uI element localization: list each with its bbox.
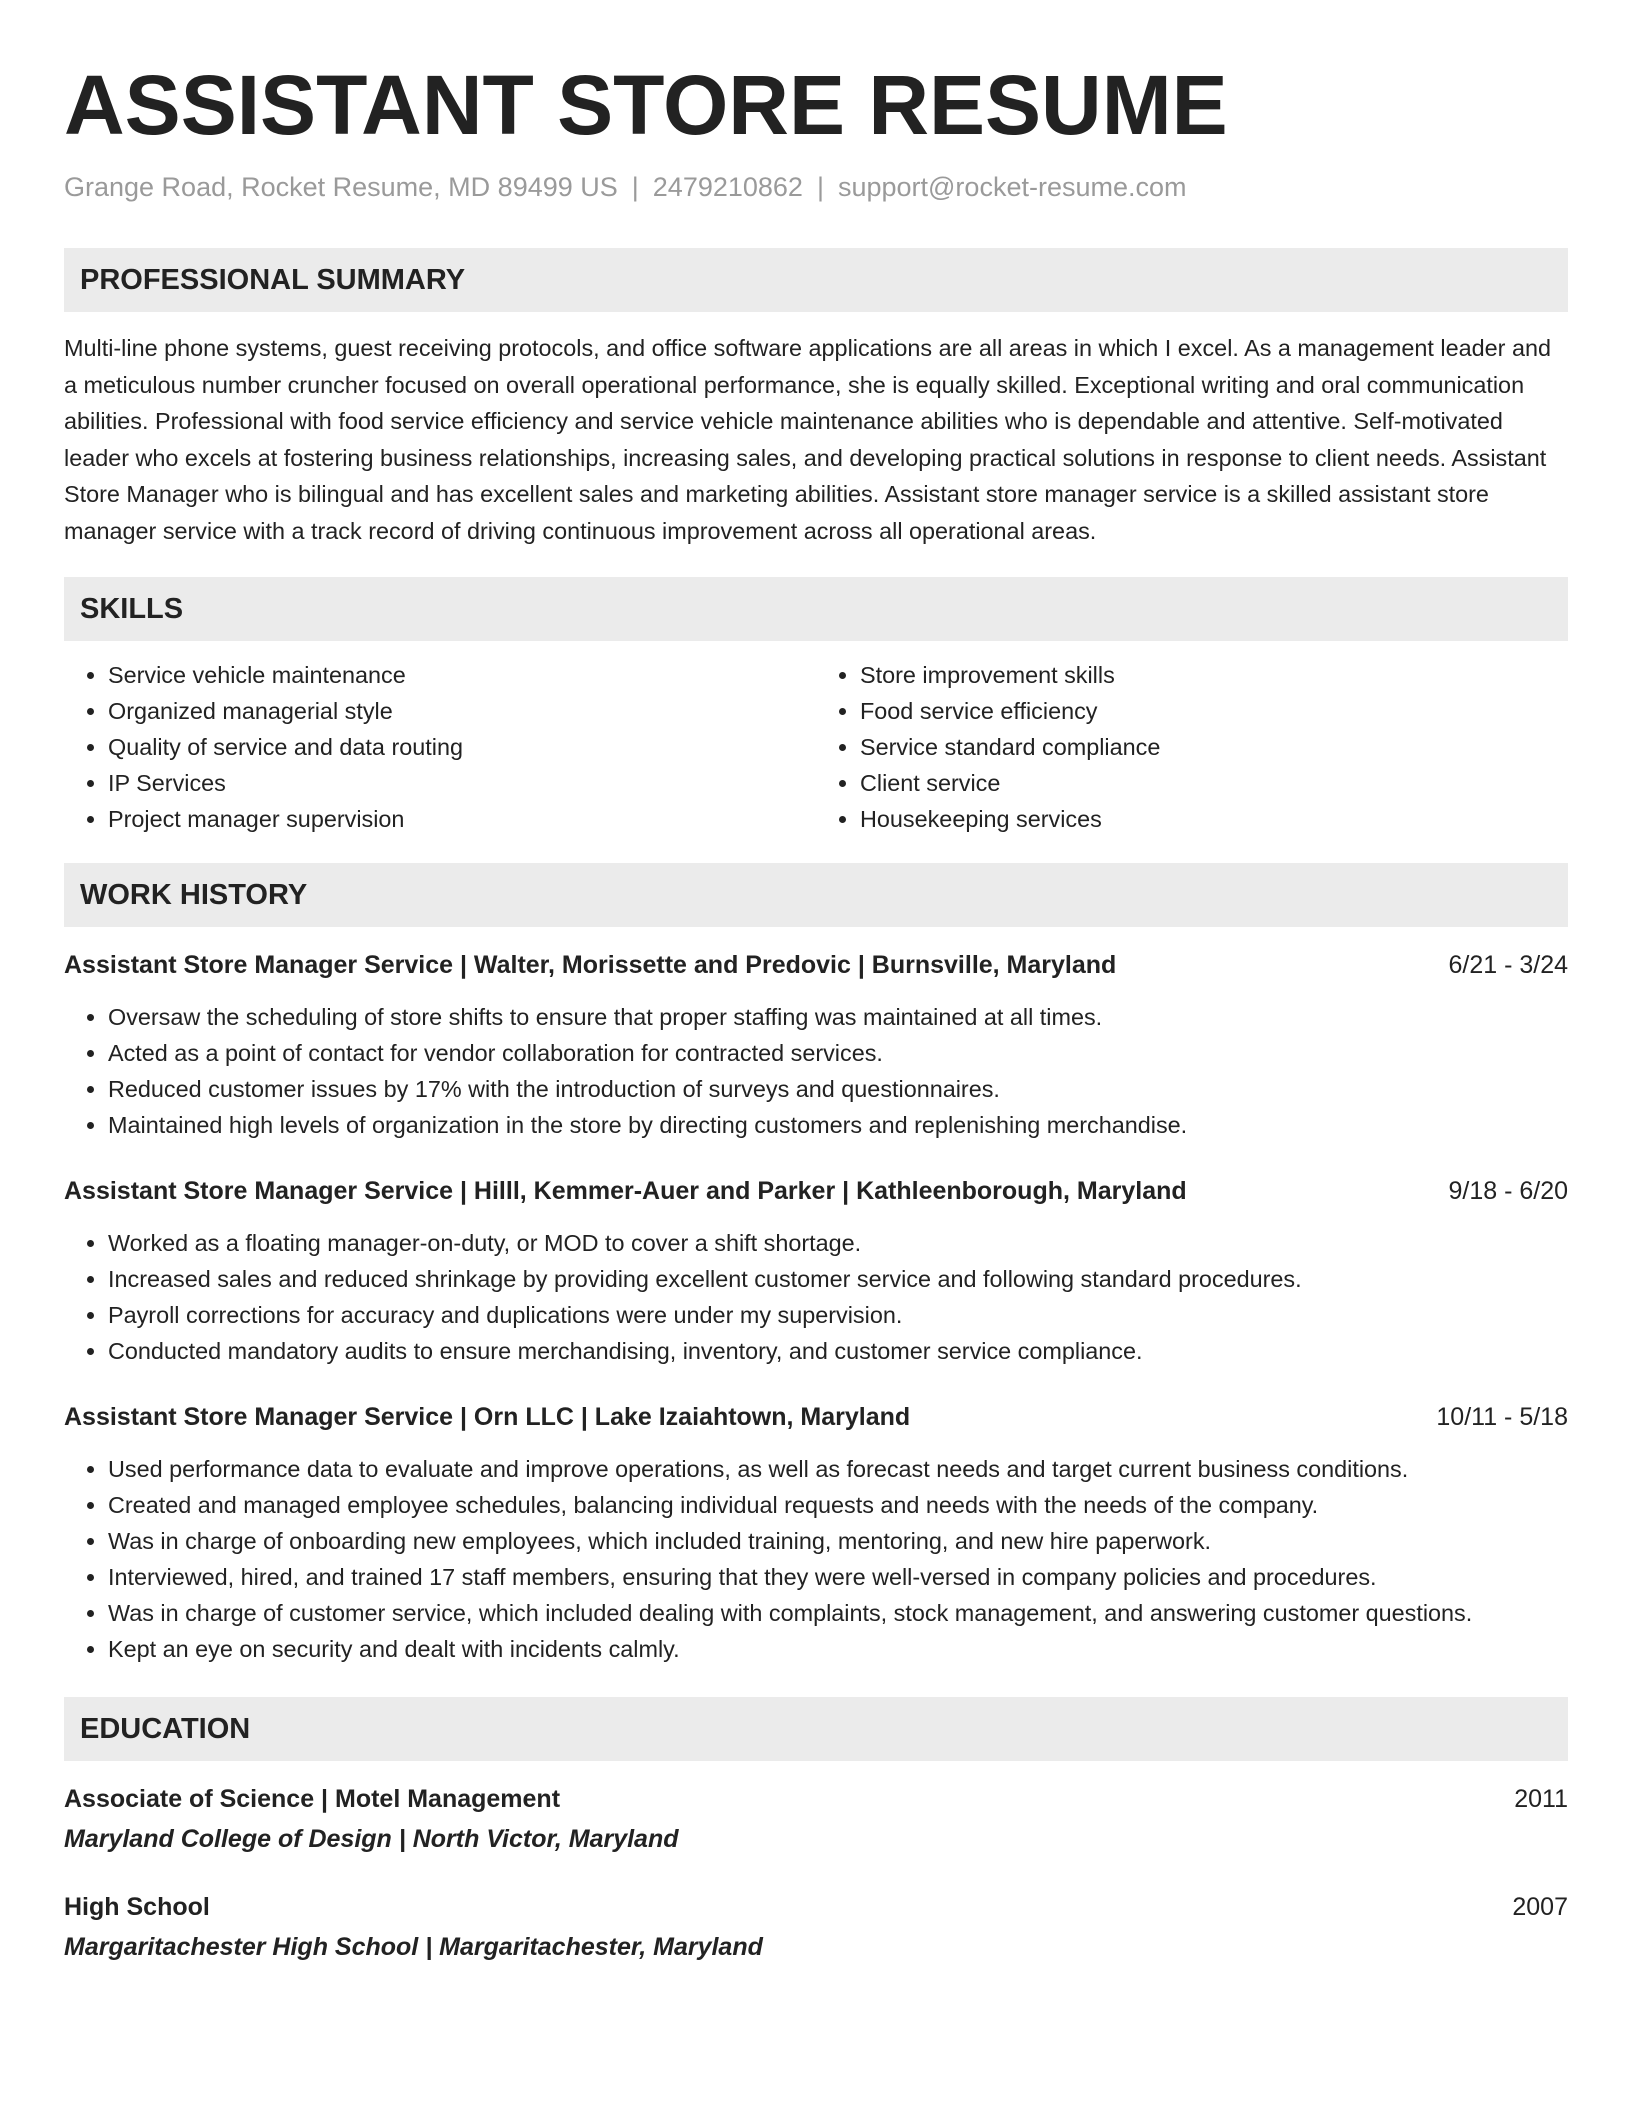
contact-separator: |	[631, 172, 639, 202]
job-bullet: • Created and managed employee schedules, balancing individual requests and needs with the needs of the company.	[108, 1487, 1568, 1523]
skill-item: • Housekeeping services	[860, 801, 1568, 837]
job-bullets	[64, 1451, 1568, 1667]
job-bullet: • Oversaw the scheduling of store shifts to ensure that proper staffing was maintained at all times.	[108, 999, 1568, 1035]
education-school: Margaritachester High School | Margaritachester, Maryland	[64, 1933, 763, 1961]
skill-item: • Service standard compliance	[860, 729, 1568, 765]
contact-email: support@rocket-resume.com	[837, 172, 1187, 202]
section-heading-skills: SKILLS	[64, 577, 1568, 641]
education-degree: Associate of Science | Motel Management	[64, 1785, 561, 1813]
education-year: 2011	[1514, 1785, 1568, 1813]
contact-phone: 2479210862	[652, 172, 803, 202]
skills-column-left	[64, 657, 816, 837]
job-bullet: • Reduced customer issues by 17% with the introduction of surveys and questionnaires.	[108, 1071, 1568, 1107]
job-entry	[64, 947, 1568, 1143]
job-header	[64, 947, 1568, 983]
job-header	[64, 1399, 1568, 1435]
job-bullet: • Was in charge of customer service, which included dealing with complaints, stock management, and answering customer questions.	[108, 1595, 1568, 1631]
job-bullet: • Worked as a floating manager-on-duty, or MOD to cover a shift shortage.	[108, 1225, 1568, 1261]
job-header	[64, 1173, 1568, 1209]
job-bullet: • Payroll corrections for accuracy and duplications were under my supervision.	[108, 1297, 1568, 1333]
education-header	[64, 1889, 1568, 1925]
section-heading-summary: PROFESSIONAL SUMMARY	[64, 248, 1568, 312]
education-year: 2007	[1512, 1893, 1568, 1921]
education-school: Maryland College of Design | North Victor, Maryland	[64, 1825, 679, 1853]
job-entry	[64, 1399, 1568, 1667]
contact-separator: |	[816, 172, 824, 202]
skill-item: • Store improvement skills	[860, 657, 1568, 693]
education-degree: High School	[64, 1893, 210, 1921]
skill-item: • Quality of service and data routing	[108, 729, 816, 765]
job-title: Assistant Store Manager Service | Hilll, Kemmer-Auer and Parker | Kathleenborough, Maryland	[64, 1177, 1187, 1205]
skill-item: • Service vehicle maintenance	[108, 657, 816, 693]
job-dates: 9/18 - 6/20	[1448, 1177, 1568, 1205]
job-bullet: • Was in charge of onboarding new employees, which included training, mentoring, and new hire paperwork.	[108, 1523, 1568, 1559]
job-dates: 6/21 - 3/24	[1448, 951, 1568, 979]
contact-address: Grange Road, Rocket Resume, MD 89499 US	[64, 172, 618, 202]
contact-line	[64, 170, 1568, 204]
resume-title: ASSISTANT STORE RESUME	[64, 58, 1228, 152]
skill-item: • Organized managerial style	[108, 693, 816, 729]
skill-item: • Project manager supervision	[108, 801, 816, 837]
job-bullets	[64, 999, 1568, 1143]
skills-list	[64, 657, 1568, 837]
job-bullet: • Used performance data to evaluate and improve operations, as well as forecast needs and target current business conditions.	[108, 1451, 1568, 1487]
job-bullets	[64, 1225, 1568, 1369]
job-entry	[64, 1173, 1568, 1369]
education-entry	[64, 1781, 1568, 1857]
summary-text: Multi-line phone systems, guest receiving protocols, and office software applications are all areas in which I excel. As a management leader and a meticulous number cruncher focused on overall operational performance, she is equally skilled. Exceptional writing and oral communication abilities. Professional with food service efficiency and service vehicle maintenance abilities who is dependable and attentive. Self-motivated leader who excels at fostering business relationships, increasing sales, and developing practical solutions in response to client needs. Assistant Store Manager who is bilingual and has excellent sales and marketing abilities. Assistant store manager service is a skilled assistant store manager service with a track record of driving continuous improvement across all operational areas.	[64, 335, 1551, 544]
job-title: Assistant Store Manager Service | Orn LLC | Lake Izaiahtown, Maryland	[64, 1403, 911, 1431]
skills-column-right	[816, 657, 1568, 837]
section-heading-work: WORK HISTORY	[64, 863, 1568, 927]
job-bullet: • Kept an eye on security and dealt with incidents calmly.	[108, 1631, 1568, 1667]
job-bullet: • Increased sales and reduced shrinkage by providing excellent customer service and following standard procedures.	[108, 1261, 1568, 1297]
skill-item: • IP Services	[108, 765, 816, 801]
skill-item: • Food service efficiency	[860, 693, 1568, 729]
job-bullet: • Conducted mandatory audits to ensure merchandising, inventory, and customer service compliance.	[108, 1333, 1568, 1369]
education-entry	[64, 1889, 1568, 1965]
job-bullet: • Interviewed, hired, and trained 17 staff members, ensuring that they were well-versed in company policies and procedures.	[108, 1559, 1568, 1595]
education-header	[64, 1781, 1568, 1817]
job-bullet: • Acted as a point of contact for vendor collaboration for contracted services.	[108, 1035, 1568, 1071]
job-dates: 10/11 - 5/18	[1436, 1403, 1568, 1431]
section-heading-education: EDUCATION	[64, 1697, 1568, 1761]
job-title: Assistant Store Manager Service | Walter, Morissette and Predovic | Burnsville, Maryland	[64, 951, 1117, 979]
job-bullet: • Maintained high levels of organization in the store by directing customers and replenishing merchandise.	[108, 1107, 1568, 1143]
skill-item: • Client service	[860, 765, 1568, 801]
